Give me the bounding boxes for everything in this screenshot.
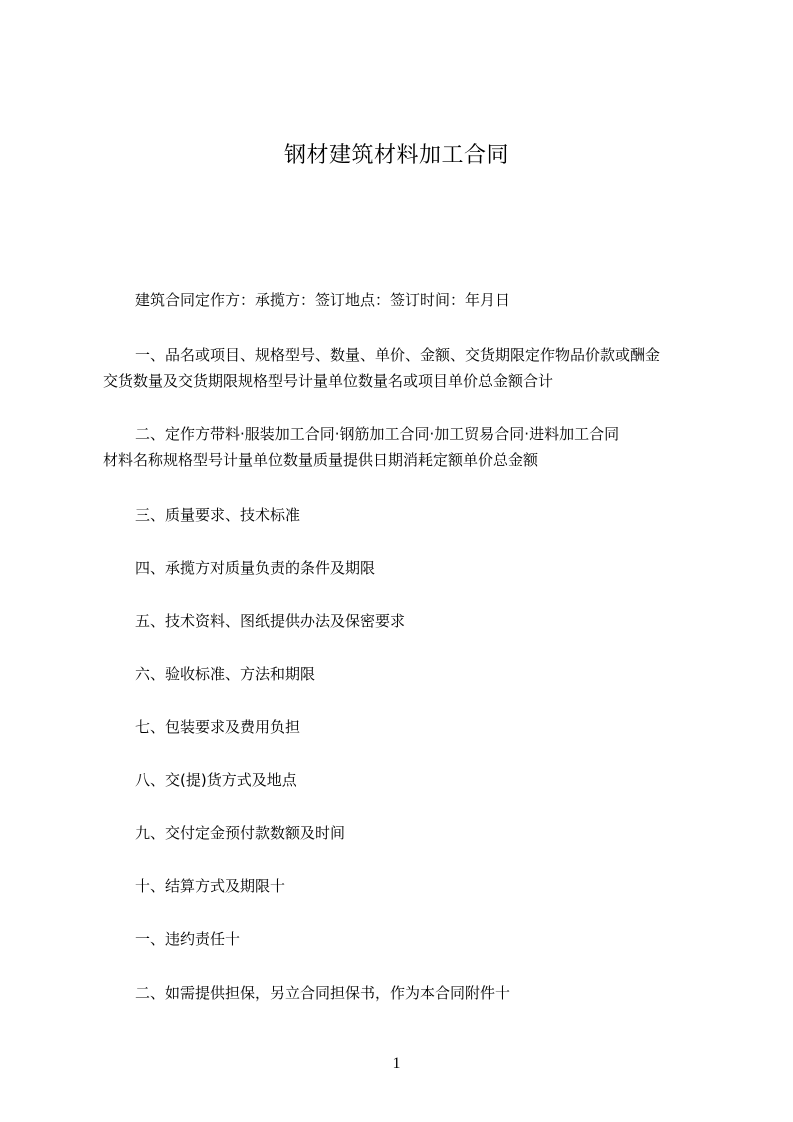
section-5-text: 五、技术资料、图纸提供办法及保密要求 <box>135 612 406 630</box>
section-10 <box>103 873 703 899</box>
section-10-text: 十、结算方式及期限十 <box>135 877 286 895</box>
section-5 <box>103 608 703 634</box>
section-1 <box>103 342 703 394</box>
section-7 <box>103 714 703 740</box>
section-4 <box>103 555 703 581</box>
section-6 <box>103 661 703 687</box>
section-8-text: 八、交(提)货方式及地点 <box>135 771 297 789</box>
contract-intro <box>103 287 703 313</box>
section-12 <box>103 980 703 1006</box>
section-9 <box>103 820 703 846</box>
section-9-text: 九、交付定金预付款数额及时间 <box>135 824 346 842</box>
section-2-line-1: 二、定作方带料·服装加工合同·钢筋加工合同·加工贸易合同·进料加工合同 <box>135 425 620 443</box>
section-6-text: 六、验收标准、方法和期限 <box>135 665 316 683</box>
section-3-text: 三、质量要求、技术标准 <box>135 506 301 524</box>
contract-intro-text: 建筑合同定作方：承揽方：签订地点：签订时间：年月日 <box>135 291 511 309</box>
section-4-text: 四、承揽方对质量负责的条件及期限 <box>135 559 376 577</box>
section-2 <box>103 421 703 473</box>
section-11 <box>103 926 703 952</box>
section-3 <box>103 502 703 528</box>
section-1-line-2: 交货数量及交货期限规格型号计量单位数量名或项目单价总金额合计 <box>103 372 554 390</box>
section-8 <box>103 767 703 793</box>
section-7-text: 七、包装要求及费用负担 <box>135 718 301 736</box>
document-title: 钢材建筑材料加工合同 <box>283 143 509 168</box>
section-12-text: 二、如需提供担保，另立合同担保书，作为本合同附件十 <box>135 984 511 1002</box>
page-number: 1 <box>392 1055 401 1072</box>
section-1-line-1: 一、品名或项目、规格型号、数量、单价、金额、交货期限定作物品价款或酬金 <box>135 346 661 364</box>
section-11-text: 一、违约责任十 <box>135 930 241 948</box>
section-2-line-2: 材料名称规格型号计量单位数量质量提供日期消耗定额单价总金额 <box>103 451 539 469</box>
